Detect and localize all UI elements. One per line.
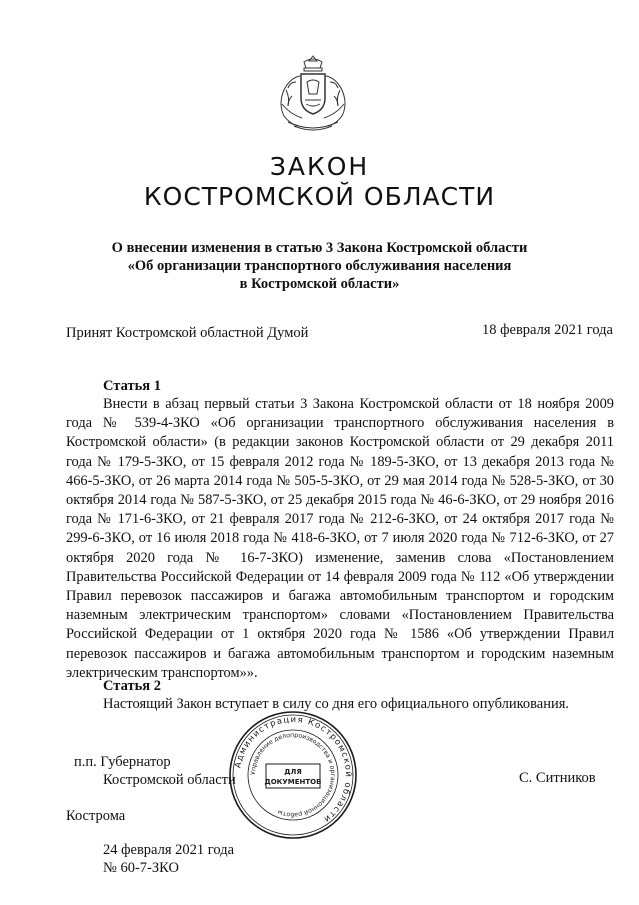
subtitle-line: в Костромской области»: [239, 276, 400, 292]
article-2-text: Настоящий Закон вступает в силу со дня его официального опубликования.: [103, 696, 570, 712]
subtitle-line: О внесении изменения в статью 3 Закона Костромской области: [111, 240, 528, 256]
svg-text:ДЛЯ: ДЛЯ: [284, 768, 302, 776]
article-2-title: Статья 2: [103, 678, 161, 694]
subtitle-line: «Об организации транспортного обслуживания населения: [127, 258, 512, 274]
signature-prefix: п.п. Губернатор: [74, 754, 171, 770]
svg-text:Управление делопроизводства и: Управление делопроизводства и организационной работы: [249, 731, 337, 819]
svg-text:Администрация Костромской обла: Администрация Костромской области: [233, 714, 354, 825]
region-title: КОСТРОМСКОЙ ОБЛАСТИ: [143, 182, 496, 211]
svg-text:ДОКУМЕНТОВ: ДОКУМЕНТОВ: [264, 778, 322, 786]
coat-of-arms-emblem: [274, 52, 352, 134]
adoption-date: 18 февраля 2021 года: [481, 322, 613, 338]
city: Кострома: [66, 808, 126, 824]
signatory-name: С. Ситников: [519, 770, 596, 786]
article-1-text: Внести в абзац первый статьи 3 Закона Костромской области от 18 ноября 2009 года № 539-4-ЗКО «Об организации транспортного обслуживания населения в Костромской области» (в редакции законов Костромской области от 29 декабря 2011 года № 179-5-ЗКО, от 15 февраля 2012 года № 189-5-ЗКО, от 13 декабря 2013 года № 466-5-ЗКО, от 26 марта 2014 года № 505-5-ЗКО, от 29 мая 2014 года № 528-5-ЗКО, от 30 октября 2014 года № 587-5-ЗКО, от 25 декабря 2015 года № 46-6-ЗКО, от 29 ноября 2016 года № 171-6-ЗКО, от 21 февраля 2017 года № 212-6-ЗКО, от 24 октября 2017 года № 299-6-ЗКО, от 16 июля 2018 года № 418-6-ЗКО, от 7 июля 2020 года № 712-6-ЗКО, от 27 октября 2020 года № 16-7-ЗКО) изменение, заменив слова «Постановлением Правительства Российской Федерации от 14 февраля 2009 года № 112 «Об утверждении Правил перевозок пассажиров и багажа автомобильным транспортом и городским наземным электрическим транспортом» словами «Постановлением Правительства Российской Федерации от 1 октября 2020 года № 1586 «Об утверждении Правил перевозок пассажиров и багажа автомобильным транспортом и городским наземным электрическим транспортом»».: [66, 396, 614, 681]
law-number: № 60-7-ЗКО: [103, 860, 179, 876]
law-subtitle: [0, 239, 639, 293]
adoption-text: Принят Костромской областной Думой: [66, 325, 309, 341]
signature-region: Костромской области: [103, 772, 236, 788]
law-title: ЗАКОН: [269, 152, 370, 181]
signing-date: 24 февраля 2021 года: [103, 842, 235, 858]
article-1-title: Статья 1: [103, 378, 161, 394]
official-stamp: [228, 710, 358, 840]
